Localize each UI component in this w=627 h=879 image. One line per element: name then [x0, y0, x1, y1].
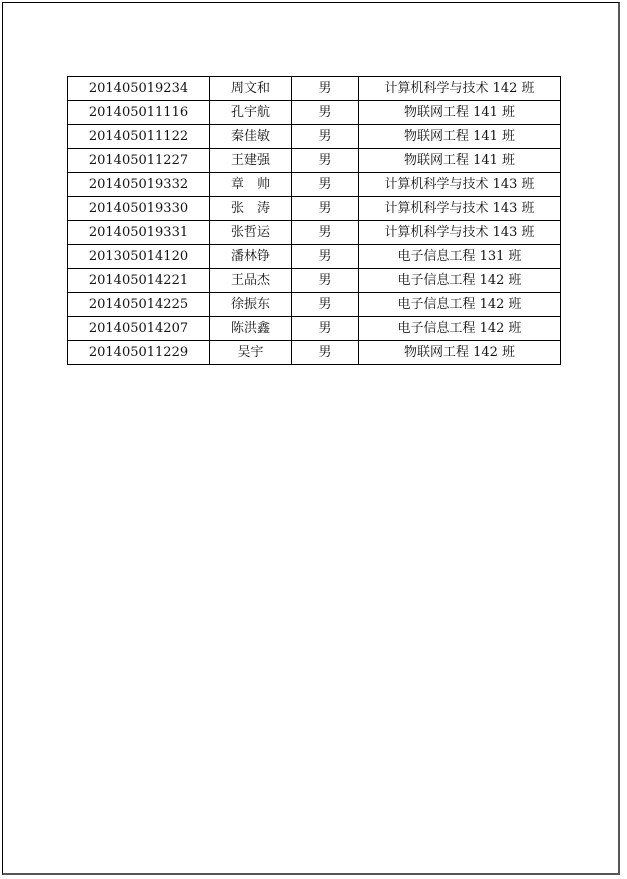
student-name-cell: 秦佳敏 — [210, 125, 292, 149]
class-cell: 计算机科学与技术 142 班 — [359, 77, 561, 101]
student-id-cell: 201405011122 — [68, 125, 210, 149]
class-cell: 电子信息工程 142 班 — [359, 317, 561, 341]
student-id-cell: 201405014225 — [68, 293, 210, 317]
gender-cell: 男 — [292, 77, 359, 101]
table-row — [68, 221, 561, 245]
gender-cell: 男 — [292, 197, 359, 221]
gender-cell: 男 — [292, 149, 359, 173]
student-id-cell: 201405019331 — [68, 221, 210, 245]
table-row — [68, 293, 561, 317]
student-id-cell: 201405011116 — [68, 101, 210, 125]
gender-cell: 男 — [292, 125, 359, 149]
class-cell: 物联网工程 142 班 — [359, 341, 561, 365]
student-name-cell: 王品杰 — [210, 269, 292, 293]
class-cell: 计算机科学与技术 143 班 — [359, 221, 561, 245]
table-row — [68, 317, 561, 341]
class-cell: 物联网工程 141 班 — [359, 149, 561, 173]
student-name-cell: 张 涛 — [210, 197, 292, 221]
roster-body — [68, 77, 561, 365]
gender-cell: 男 — [292, 245, 359, 269]
student-roster-table — [67, 76, 561, 365]
student-name-cell: 吴宇 — [210, 341, 292, 365]
gender-cell: 男 — [292, 173, 359, 197]
student-id-cell: 201405019330 — [68, 197, 210, 221]
student-name-cell: 陈洪鑫 — [210, 317, 292, 341]
table-row — [68, 197, 561, 221]
student-id-cell: 201405014207 — [68, 317, 210, 341]
gender-cell: 男 — [292, 101, 359, 125]
document-page — [2, 2, 620, 875]
student-id-cell: 201405014221 — [68, 269, 210, 293]
student-id-cell: 201405019234 — [68, 77, 210, 101]
student-name-cell: 徐振东 — [210, 293, 292, 317]
table-row — [68, 269, 561, 293]
table-row — [68, 77, 561, 101]
student-id-cell: 201305014120 — [68, 245, 210, 269]
student-id-cell: 201405019332 — [68, 173, 210, 197]
student-name-cell: 张哲运 — [210, 221, 292, 245]
class-cell: 计算机科学与技术 143 班 — [359, 173, 561, 197]
class-cell: 电子信息工程 142 班 — [359, 269, 561, 293]
class-cell: 物联网工程 141 班 — [359, 125, 561, 149]
class-cell: 物联网工程 141 班 — [359, 101, 561, 125]
student-id-cell: 201405011229 — [68, 341, 210, 365]
table-row — [68, 173, 561, 197]
student-name-cell: 孔宇航 — [210, 101, 292, 125]
class-cell: 电子信息工程 142 班 — [359, 293, 561, 317]
student-name-cell: 潘林铮 — [210, 245, 292, 269]
gender-cell: 男 — [292, 221, 359, 245]
student-id-cell: 201405011227 — [68, 149, 210, 173]
student-name-cell: 王建强 — [210, 149, 292, 173]
table-row — [68, 101, 561, 125]
gender-cell: 男 — [292, 317, 359, 341]
gender-cell: 男 — [292, 269, 359, 293]
table-row — [68, 245, 561, 269]
table-row — [68, 149, 561, 173]
table-row — [68, 341, 561, 365]
class-cell: 计算机科学与技术 143 班 — [359, 197, 561, 221]
class-cell: 电子信息工程 131 班 — [359, 245, 561, 269]
gender-cell: 男 — [292, 341, 359, 365]
table-row — [68, 125, 561, 149]
student-name-cell: 章 帅 — [210, 173, 292, 197]
student-name-cell: 周文和 — [210, 77, 292, 101]
gender-cell: 男 — [292, 293, 359, 317]
